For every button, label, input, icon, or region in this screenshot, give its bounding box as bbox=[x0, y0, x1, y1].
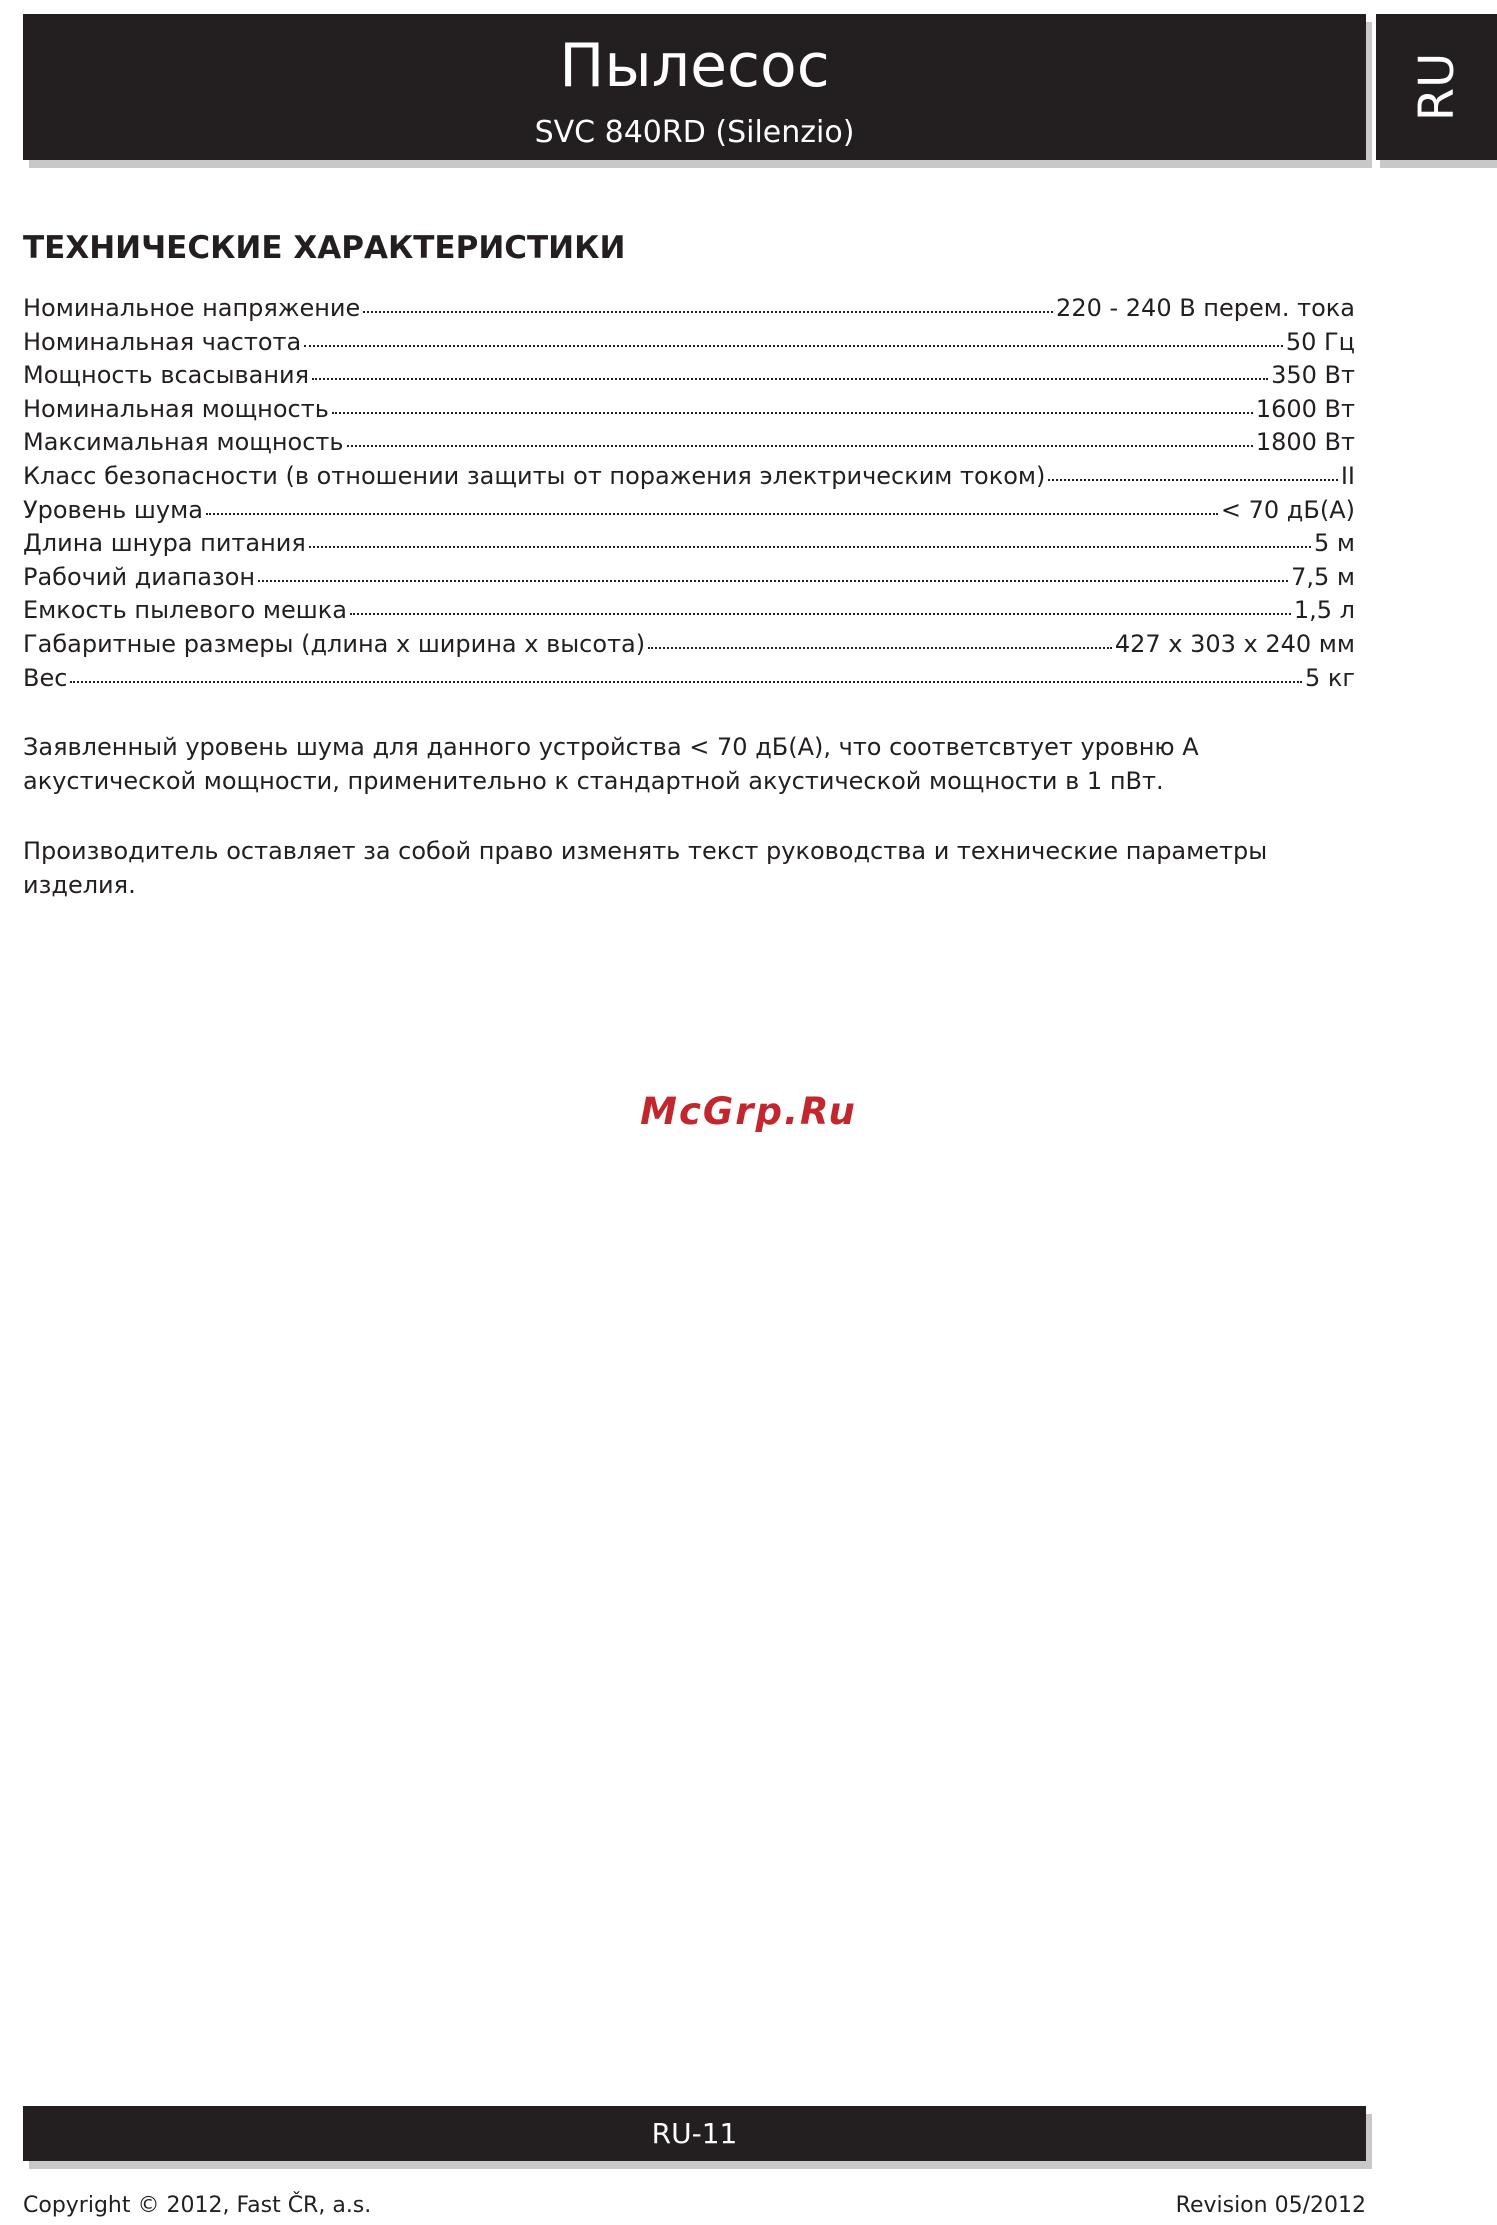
spec-label: Мощность всасывания bbox=[23, 361, 310, 390]
page-number: RU-11 bbox=[651, 2117, 738, 2150]
spec-label: Емкость пылевого мешка bbox=[23, 596, 347, 625]
spec-row-safety-class bbox=[23, 462, 1355, 496]
document-title: Пылесос bbox=[559, 31, 830, 101]
spec-row-cord-length bbox=[23, 529, 1355, 563]
dot-leader bbox=[258, 580, 1288, 582]
spec-label: Класс безопасности (в отношении защиты от поражения электрическим током) bbox=[23, 461, 1046, 490]
spec-label: Номинальная частота bbox=[23, 327, 302, 356]
model-subtitle: SVC 840RD (Silenzio) bbox=[534, 115, 855, 150]
dot-leader bbox=[363, 311, 1053, 313]
spec-label: Габаритные размеры (длина x ширина x высота) bbox=[23, 629, 646, 658]
copyright-year: 2012 bbox=[166, 2193, 223, 2218]
spec-value: 5 м bbox=[1313, 529, 1355, 558]
spec-row-max-power bbox=[23, 428, 1355, 462]
dot-leader bbox=[70, 681, 1302, 683]
section-title: ТЕХНИЧЕСКИЕ ХАРАКТЕРИСТИКИ bbox=[23, 230, 626, 266]
rights-note-paragraph: Производитель оставляет за собой право изменять текст руководства и технические параметры изделия. bbox=[23, 837, 1268, 899]
copyright-company: Fast ČR, a.s. bbox=[236, 2193, 372, 2218]
dot-leader bbox=[309, 546, 1311, 548]
revision-label: Revision bbox=[1175, 2193, 1268, 2218]
header-bar bbox=[23, 14, 1366, 160]
spec-label: Рабочий диапазон bbox=[23, 562, 256, 591]
spec-label: Номинальная мощность bbox=[23, 394, 329, 423]
spec-value: 7,5 м bbox=[1291, 562, 1355, 591]
spec-value: 1,5 л bbox=[1293, 596, 1355, 625]
dot-leader bbox=[206, 513, 1218, 515]
copyright-notice bbox=[23, 2195, 371, 2217]
dot-leader bbox=[347, 445, 1253, 447]
spec-label: Уровень шума bbox=[23, 495, 203, 524]
spec-row-operating-range bbox=[23, 563, 1355, 597]
spec-value: 1600 Вт bbox=[1255, 394, 1355, 423]
spec-label: Номинальное напряжение bbox=[23, 294, 361, 322]
language-label: RU bbox=[1408, 52, 1465, 122]
dot-leader bbox=[332, 412, 1253, 414]
spec-value: 350 Вт bbox=[1271, 361, 1355, 390]
watermark-text: McGrp.Ru bbox=[640, 1090, 857, 1133]
spec-value: < 70 дБ(А) bbox=[1220, 495, 1355, 524]
spec-value: 427 x 303 x 240 мм bbox=[1114, 629, 1355, 658]
dot-leader bbox=[304, 345, 1283, 347]
spec-row-rated-power bbox=[23, 395, 1355, 429]
copyright-label: Copyright © bbox=[23, 2193, 160, 2218]
spec-value: 1800 Вт bbox=[1255, 428, 1355, 457]
revision-notice bbox=[1176, 2195, 1366, 2217]
revision-date: 05/2012 bbox=[1274, 2193, 1366, 2218]
spec-row-suction-power bbox=[23, 361, 1355, 395]
spec-value: 5 кг bbox=[1304, 663, 1355, 692]
spec-value: 50 Гц bbox=[1285, 327, 1355, 356]
spec-label: Длина шнура питания bbox=[23, 529, 306, 558]
spec-row-noise-level bbox=[23, 496, 1355, 530]
spec-row-frequency bbox=[23, 328, 1355, 362]
dot-leader bbox=[1048, 479, 1337, 481]
spec-row-dimensions bbox=[23, 630, 1355, 664]
spec-row-voltage bbox=[23, 294, 1355, 328]
dot-leader bbox=[312, 378, 1268, 380]
dot-leader bbox=[350, 613, 1291, 615]
spec-value: II bbox=[1340, 461, 1355, 490]
spec-list bbox=[23, 294, 1355, 697]
footer-bar bbox=[23, 2106, 1366, 2161]
spec-row-bag-capacity bbox=[23, 596, 1355, 630]
language-tab bbox=[1376, 14, 1497, 160]
dot-leader bbox=[648, 647, 1112, 649]
spec-label: Вес bbox=[23, 663, 68, 692]
spec-row-weight bbox=[23, 664, 1355, 698]
spec-value: 220 - 240 В перем. тока bbox=[1056, 294, 1355, 322]
copyright-comma: , bbox=[222, 2193, 230, 2218]
noise-note-paragraph: Заявленный уровень шума для данного устройства < 70 дБ(А), что соответсвтует уровню А акустической мощности, применительно к стандартной акустической мощности в 1 пВт. bbox=[23, 733, 1199, 795]
spec-label: Максимальная мощность bbox=[23, 428, 344, 457]
